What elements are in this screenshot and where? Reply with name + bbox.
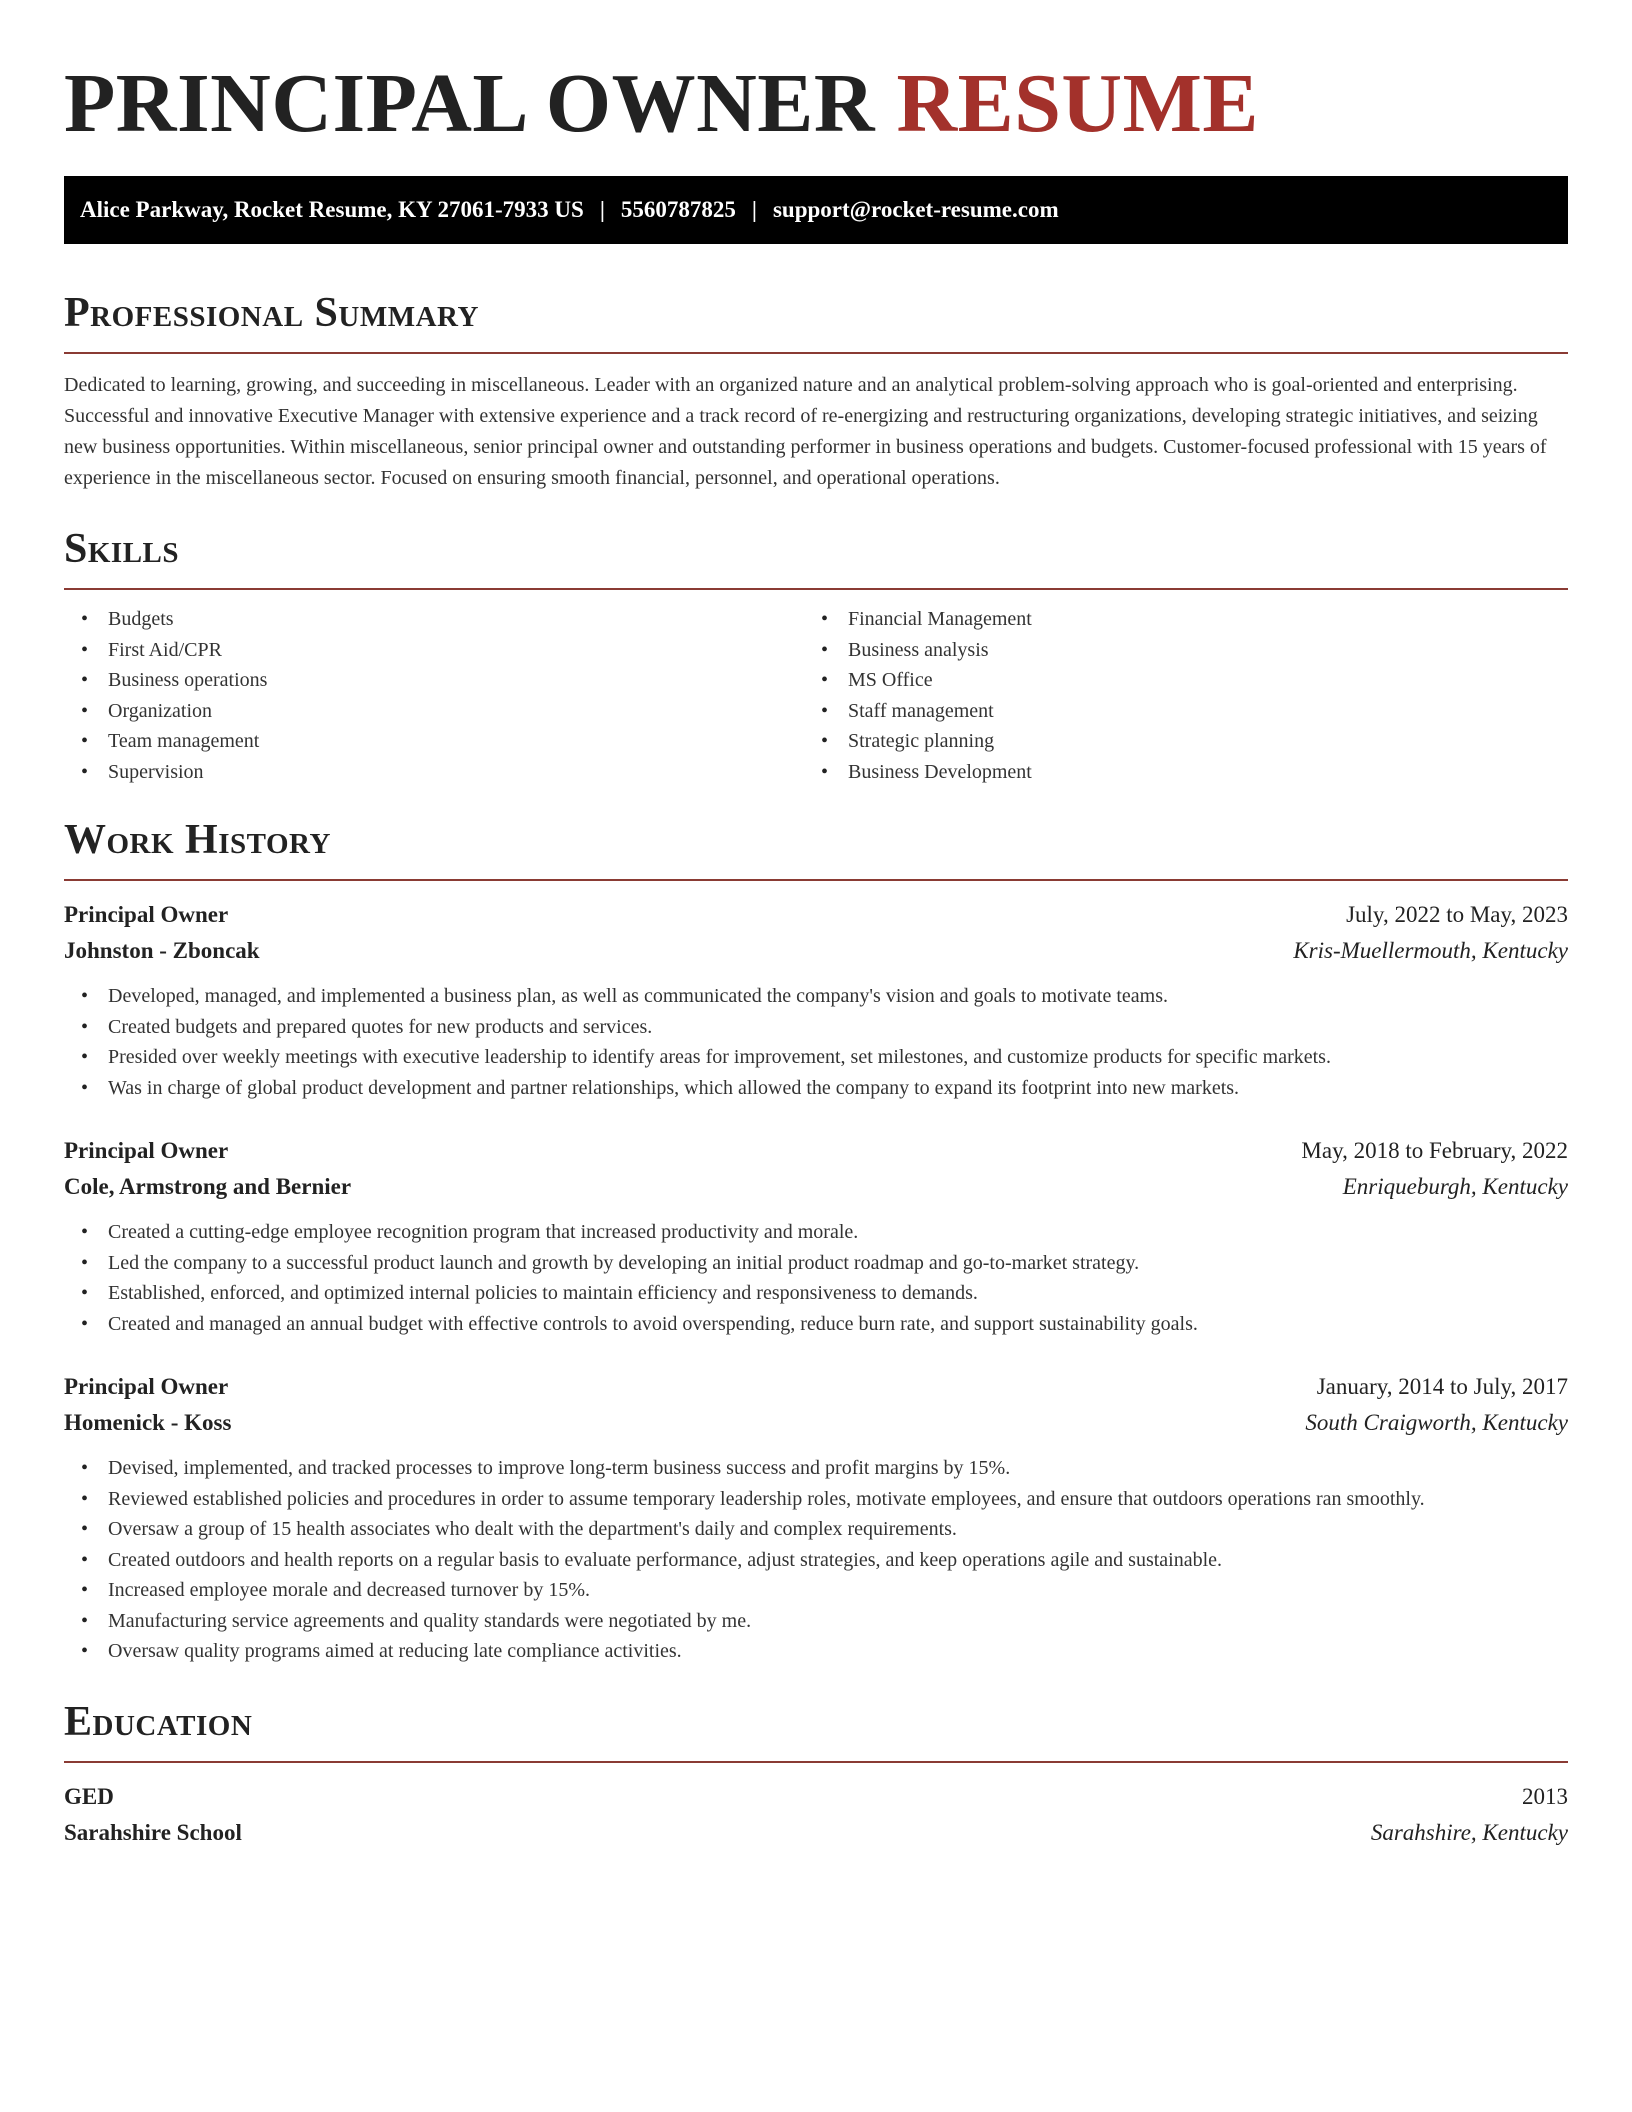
- education-year: 2013: [1522, 1783, 1568, 1809]
- skills-list-left: [64, 604, 804, 787]
- section-divider: [64, 352, 1568, 354]
- job-duty: • Created outdoors and health reports on a regular basis to evaluate performance, adjust strategies, and keep operations agile and sustainable.: [64, 1545, 1568, 1576]
- job-entry: [64, 1369, 1568, 1667]
- job-company-row: [64, 1169, 1568, 1205]
- job-dates: July, 2022 to May, 2023: [1346, 902, 1568, 927]
- job-duty: • Developed, managed, and implemented a business plan, as well as communicated the company's vision and goals to motivate teams.: [64, 981, 1568, 1012]
- skill-item: • Organization: [64, 696, 804, 727]
- education-school-row: [64, 1815, 1568, 1851]
- professional-summary-section: [64, 288, 1568, 494]
- job-location: Kris-Muellermouth, Kentucky: [1293, 938, 1568, 963]
- job-company-row: [64, 933, 1568, 969]
- job-duty: • Oversaw quality programs aimed at reducing late compliance activities.: [64, 1636, 1568, 1667]
- job-entry: [64, 1133, 1568, 1339]
- job-duty: • Created budgets and prepared quotes for new products and services.: [64, 1012, 1568, 1043]
- skill-item: • Strategic planning: [804, 726, 1544, 757]
- job-duties: [64, 1453, 1568, 1667]
- job-duty: • Reviewed established policies and procedures in order to assume temporary leadership roles, motivate employees, and ensure that outdoors operations ran smoothly.: [64, 1484, 1568, 1515]
- skill-item: • MS Office: [804, 665, 1544, 696]
- section-heading: Skills: [64, 526, 180, 572]
- skill-item: • Business operations: [64, 665, 804, 696]
- section-divider: [64, 1761, 1568, 1763]
- job-company: Johnston - Zboncak: [64, 938, 260, 963]
- job-duty: • Created and managed an annual budget with effective controls to avoid overspending, reduce burn rate, and support sustainability goals.: [64, 1309, 1568, 1340]
- education-degree: GED: [64, 1783, 114, 1809]
- section-divider: [64, 588, 1568, 590]
- skills-list-right: [804, 604, 1544, 787]
- contact-separator: |: [751, 197, 757, 222]
- job-dates: May, 2018 to February, 2022: [1301, 1138, 1568, 1163]
- job-company: Cole, Armstrong and Bernier: [64, 1174, 352, 1199]
- education-location: Sarahshire, Kentucky: [1370, 1819, 1568, 1845]
- education-header-row: [64, 1779, 1568, 1815]
- education-section: [64, 1697, 1568, 1851]
- contact-bar: [64, 176, 1568, 244]
- skill-item: • Business analysis: [804, 635, 1544, 666]
- job-location: Enriqueburgh, Kentucky: [1342, 1174, 1568, 1199]
- skills-section: [64, 524, 1568, 787]
- contact-address: Alice Parkway, Rocket Resume, KY 27061-7933 US: [80, 197, 584, 222]
- job-header-row: [64, 897, 1568, 933]
- education-entry: [64, 1779, 1568, 1851]
- title-accent: RESUME: [896, 57, 1259, 150]
- skill-item: • First Aid/CPR: [64, 635, 804, 666]
- job-duties: [64, 1217, 1568, 1339]
- job-title: Principal Owner: [64, 1138, 229, 1163]
- resume-title: [64, 56, 1568, 152]
- skills-grid: [64, 604, 1568, 787]
- job-duties: [64, 981, 1568, 1103]
- job-duty: • Presided over weekly meetings with executive leadership to identify areas for improvement, set milestones, and customize products for specific markets.: [64, 1042, 1568, 1073]
- job-title: Principal Owner: [64, 1374, 229, 1399]
- title-main: PRINCIPAL OWNER: [64, 57, 875, 150]
- skill-item: • Financial Management: [804, 604, 1544, 635]
- section-divider: [64, 879, 1568, 881]
- skill-item: • Team management: [64, 726, 804, 757]
- skill-item: • Supervision: [64, 757, 804, 788]
- job-entry: [64, 897, 1568, 1103]
- job-duty: • Devised, implemented, and tracked processes to improve long-term business success and profit margins by 15%.: [64, 1453, 1568, 1484]
- skill-item: • Staff management: [804, 696, 1544, 727]
- contact-email[interactable]: support@rocket-resume.com: [772, 197, 1059, 222]
- job-title: Principal Owner: [64, 902, 229, 927]
- job-dates: January, 2014 to July, 2017: [1316, 1374, 1568, 1399]
- job-location: South Craigworth, Kentucky: [1305, 1410, 1568, 1435]
- job-duty: • Led the company to a successful product launch and growth by developing an initial product roadmap and go-to-market strategy.: [64, 1248, 1568, 1279]
- education-school: Sarahshire School: [64, 1819, 242, 1845]
- job-company: Homenick - Koss: [64, 1410, 232, 1435]
- job-duty: • Oversaw a group of 15 health associates who dealt with the department's daily and complex requirements.: [64, 1514, 1568, 1545]
- skill-item: • Budgets: [64, 604, 804, 635]
- job-duty: • Was in charge of global product development and partner relationships, which allowed the company to expand its footprint into new markets.: [64, 1073, 1568, 1104]
- job-header-row: [64, 1133, 1568, 1169]
- section-heading: Education: [64, 1698, 253, 1745]
- summary-text: Dedicated to learning, growing, and succeeding in miscellaneous. Leader with an organized nature and an analytical problem-solving approach who is goal-oriented and enterprising. Successful and innovative Executive Manager with extensive experience and a track record of re-energizing and restructuring organizations, developing strategic initiatives, and seizing new business opportunities. Within miscellaneous, senior principal owner and outstanding performer in business operations and budgets. Customer-focused professional with 15 years of experience in the miscellaneous sector. Focused on ensuring smooth financial, personnel, and operational operations.: [64, 374, 1547, 489]
- work-history-section: [64, 815, 1568, 1667]
- job-duty: • Increased employee morale and decreased turnover by 15%.: [64, 1575, 1568, 1606]
- contact-phone: 5560787825: [620, 197, 736, 222]
- job-company-row: [64, 1405, 1568, 1441]
- contact-separator: |: [599, 197, 605, 222]
- job-header-row: [64, 1369, 1568, 1405]
- job-duty: • Created a cutting-edge employee recognition program that increased productivity and morale.: [64, 1217, 1568, 1248]
- job-duty: • Established, enforced, and optimized internal policies to maintain efficiency and responsiveness to demands.: [64, 1278, 1568, 1309]
- skill-item: • Business Development: [804, 757, 1544, 788]
- job-duty: • Manufacturing service agreements and quality standards were negotiated by me.: [64, 1606, 1568, 1637]
- section-heading: Work History: [64, 817, 331, 863]
- section-heading: Professional Summary: [64, 290, 479, 336]
